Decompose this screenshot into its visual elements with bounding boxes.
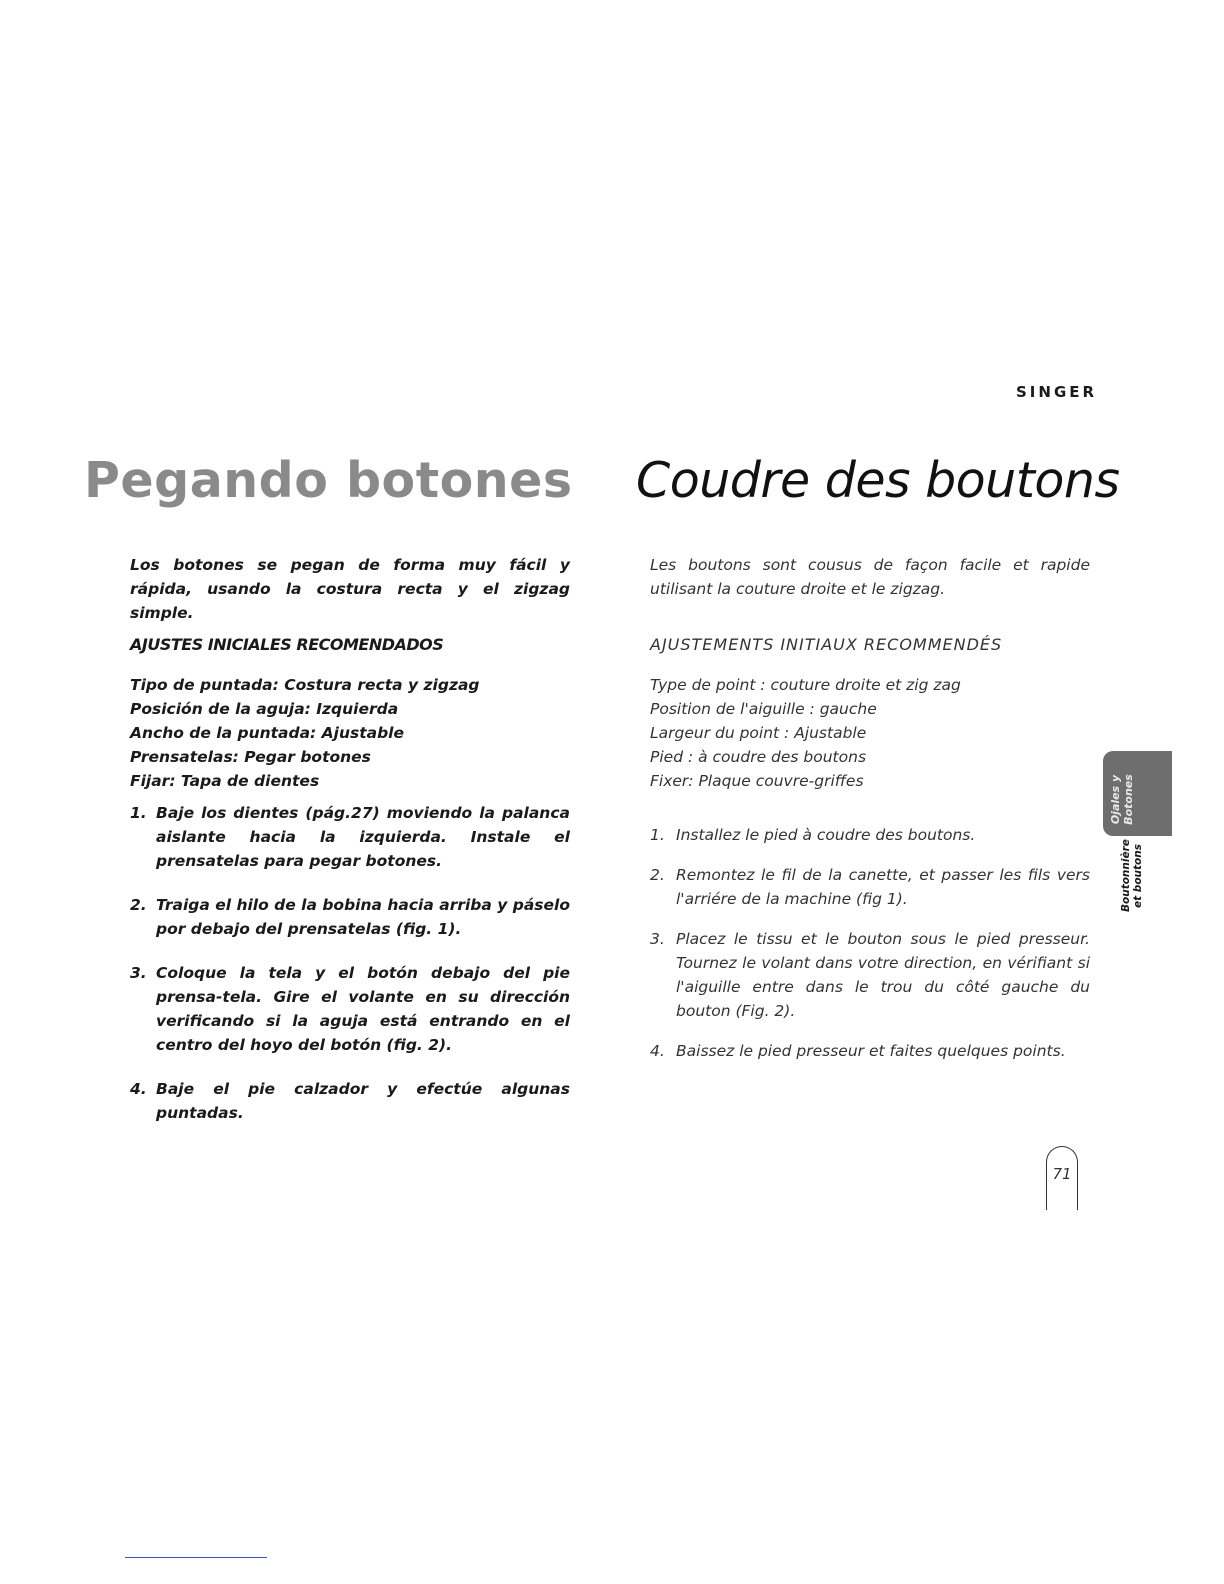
steps-list-fr: [650, 823, 1090, 1079]
step-text: Baje el pie calzador y efectúe algunas puntadas.: [156, 1080, 570, 1122]
step-text: Coloque la tela y el botón debajo del pie prensa-tela. Gire el volante en su dirección verificando si la aguja está entrando en el centro del hoyo del botón (fig. 2).: [156, 964, 570, 1054]
step-number: 3.: [650, 930, 665, 948]
section-side-label: Boutonnière et boutons: [1120, 839, 1144, 912]
page-number: 71: [1046, 1146, 1078, 1210]
footer-divider: [125, 1557, 267, 1558]
setting-item: Tipo de puntada: Costura recta y zigzag: [130, 676, 480, 694]
step-text: Baissez le pied presseur et faites quelques points.: [676, 1042, 1066, 1060]
step-number: 2.: [650, 866, 665, 884]
setting-item: Fixer: Plaque couvre-griffes: [650, 772, 864, 790]
settings-heading-fr: AJUSTEMENTS INITIAUX RECOMMENDÉS: [650, 635, 1003, 654]
step-text: Baje los dientes (pág.27) moviendo la palanca aislante hacia la izquierda. Instale el prensatelas para pegar botones.: [156, 804, 570, 870]
setting-item: Position de l'aiguille : gauche: [650, 700, 877, 718]
section-tab-label: Ojales y Botones: [1109, 774, 1135, 825]
page-title-fr: Coudre des boutons: [636, 452, 1120, 509]
intro-fr: Les boutons sont cousus de façon facile et rapide utilisant la couture droite et le zigzag.: [650, 556, 1090, 598]
step-item: [130, 961, 570, 1057]
settings-heading-es: AJUSTES INICIALES RECOMENDADOS: [130, 635, 444, 654]
step-item: [650, 927, 1090, 1023]
setting-item: Type de point : couture droite et zig zag: [650, 676, 961, 694]
setting-item: Posición de la aguja: Izquierda: [130, 700, 399, 718]
step-text: Placez le tissu et le bouton sous le pied presseur. Tournez le volant dans votre direction, en vérifiant si l'aiguille entre dans le trou du côté gauche du bouton (Fig. 2).: [676, 930, 1090, 1020]
section-tab: [1103, 751, 1172, 836]
setting-item: Pied : à coudre des boutons: [650, 748, 867, 766]
step-item: [650, 863, 1090, 911]
step-number: 2.: [130, 896, 147, 914]
setting-item: Ancho de la puntada: Ajustable: [130, 724, 405, 742]
setting-item: Largeur du point : Ajustable: [650, 724, 867, 742]
step-text: Traiga el hilo de la bobina hacia arriba y páselo por debajo del prensatelas (fig. 1).: [156, 896, 570, 938]
column-french: [650, 553, 1090, 1060]
step-item: [650, 823, 1090, 847]
step-item: [130, 893, 570, 941]
setting-item: Prensatelas: Pegar botones: [130, 748, 371, 766]
step-number: 4.: [130, 1080, 147, 1098]
step-number: 4.: [650, 1042, 665, 1060]
steps-list-es: [130, 801, 570, 1145]
page-title-es: Pegando botones: [84, 452, 573, 509]
step-number: 1.: [130, 804, 147, 822]
intro-es: Los botones se pegan de forma muy fácil y rápida, usando la costura recta y el zigzag simple.: [130, 556, 570, 622]
setting-item: Fijar: Tapa de dientes: [130, 772, 320, 790]
step-number: 1.: [650, 826, 665, 844]
settings-list-es: [130, 673, 480, 793]
step-text: Installez le pied à coudre des boutons.: [676, 826, 976, 844]
step-text: Remontez le fil de la canette, et passer les fils vers l'arriére de la machine (fig 1).: [676, 866, 1090, 908]
column-spanish: [130, 553, 570, 1122]
brand-logo-text: SINGER: [1016, 383, 1098, 401]
step-number: 3.: [130, 964, 147, 982]
settings-list-fr: [650, 673, 961, 793]
step-item: [130, 801, 570, 873]
step-item: [650, 1039, 1090, 1063]
step-item: [130, 1077, 570, 1125]
